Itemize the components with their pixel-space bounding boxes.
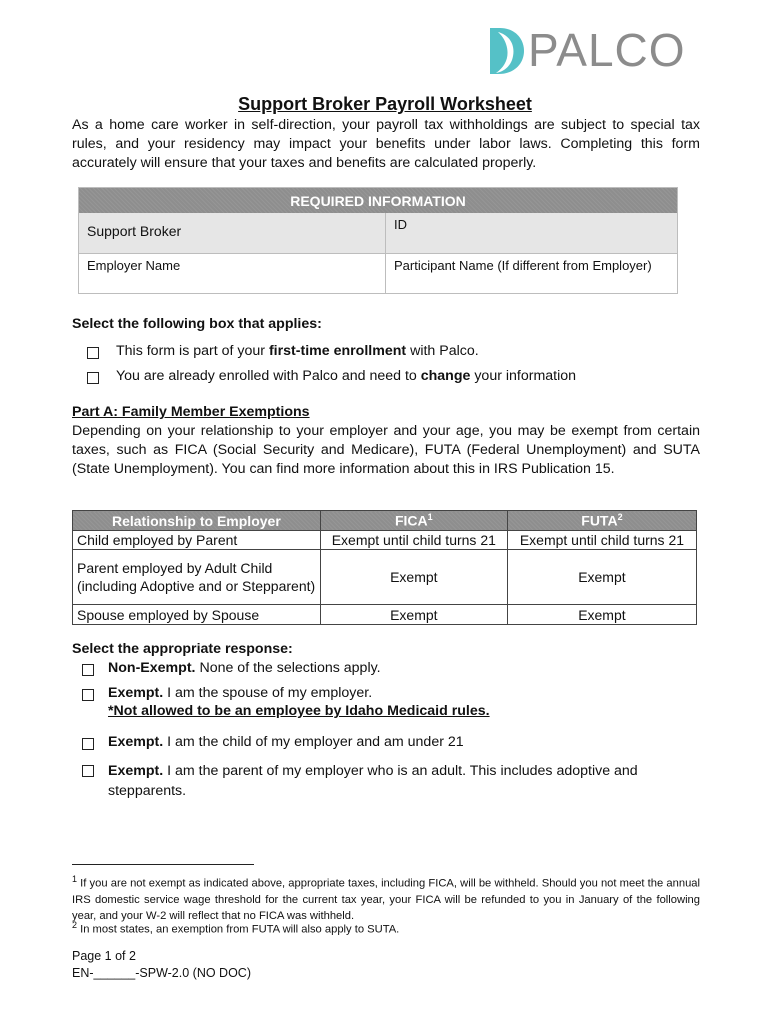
fica-cell: Exempt	[320, 550, 507, 605]
table-row	[73, 605, 697, 625]
first-time-enrollment-checkbox[interactable]	[87, 347, 99, 359]
id-label: ID	[394, 217, 407, 232]
option-text: I am the child of my employer and am under 21	[163, 734, 464, 750]
required-information-table	[78, 187, 678, 294]
relationship-cell: Spouse employed by Spouse	[73, 605, 321, 625]
option-text: You are already enrolled with Palco and need to	[116, 368, 421, 384]
column-header-futa: FUTA$^2$	[507, 511, 696, 531]
page-number: Page 1 of 2	[72, 949, 136, 963]
form-code: EN-______-SPW-2.0 (NO DOC)	[72, 966, 251, 980]
select-box-heading: Select the following box that applies:	[72, 316, 322, 332]
change-information-option[interactable]	[87, 368, 576, 384]
option-bold-text: Exempt.	[108, 685, 164, 701]
exempt-child-option[interactable]	[82, 734, 464, 750]
exempt-parent-option[interactable]	[82, 761, 662, 801]
futa-cell: Exempt until child turns 21	[507, 531, 696, 550]
option-bold-text: first-time enrollment	[268, 343, 407, 359]
option-text: This form is part of your	[116, 343, 269, 359]
column-header-relationship: Relationship to Employer	[73, 511, 321, 531]
footnote-marker: 1	[72, 874, 78, 884]
exempt-spouse-checkbox[interactable]	[82, 689, 94, 701]
footnote-marker: 2	[72, 920, 78, 930]
fica-cell: Exempt	[320, 605, 507, 625]
footnote-2	[72, 917, 700, 938]
footnote-text: If you are not exempt as indicated above, appropriate taxes, including FICA, will be withheld. Should you not meet the annual IRS domestic service wage threshold for the current tax year, your FICA will be refunded to you in January of the following year, and your W-2 will reflect that no FICA was withheld.	[72, 877, 700, 922]
option-bold-text: Exempt.	[108, 734, 164, 750]
option-text: I am the parent of my employer who is an adult. This includes adoptive and stepparents.	[108, 763, 638, 799]
participant-name-field[interactable]	[386, 253, 677, 293]
employer-name-field[interactable]	[79, 253, 386, 293]
fica-cell: Exempt until child turns 21	[320, 531, 507, 550]
non-exempt-option[interactable]	[82, 660, 381, 676]
part-a-text: Depending on your relationship to your employer and your age, you may be exempt from certain taxes, such as FICA (Social Security and Medicare), FUTA (Federal Unemployment) and SUTA (State Unemployment). You can find more information about this in IRS Publication 15.	[72, 423, 700, 477]
footnote-1	[72, 871, 700, 924]
exempt-child-checkbox[interactable]	[82, 738, 94, 750]
option-text: None of the selections apply.	[195, 660, 381, 676]
exemption-table	[72, 510, 697, 625]
relationship-cell: Child employed by Parent	[73, 531, 321, 550]
employer-name-label: Employer Name	[87, 258, 181, 273]
footnote-divider	[72, 864, 254, 865]
idaho-medicaid-note: *Not allowed to be an employee by Idaho Medicaid rules.	[108, 703, 490, 719]
exempt-parent-checkbox[interactable]	[82, 765, 94, 777]
page-title: Support Broker Payroll Worksheet	[238, 94, 532, 114]
futa-cell: Exempt	[507, 550, 696, 605]
relationship-cell: Parent employed by Adult Child (including Adoptive and or Stepparent)	[73, 550, 321, 605]
palco-logo-mark-icon	[486, 26, 526, 78]
footnote-text: In most states, an exemption from FUTA will also apply to SUTA.	[77, 923, 400, 936]
part-a-heading: Part A: Family Member Exemptions	[72, 404, 310, 420]
support-broker-field[interactable]	[79, 213, 386, 253]
required-information-header: REQUIRED INFORMATION	[79, 188, 677, 213]
option-bold-text: change	[420, 368, 471, 384]
option-text: your information	[470, 368, 577, 384]
participant-name-label: Participant Name (If different from Employer)	[394, 258, 652, 273]
change-information-checkbox[interactable]	[87, 372, 99, 384]
column-header-fica: FICA$^1$	[320, 511, 507, 531]
option-text: I am the spouse of my employer.	[163, 685, 373, 701]
option-bold-text: Non-Exempt.	[108, 660, 196, 676]
id-field[interactable]	[386, 213, 677, 253]
palco-logo	[486, 26, 698, 78]
non-exempt-checkbox[interactable]	[82, 664, 94, 676]
table-row	[73, 550, 697, 605]
palco-logo-text: PALCO	[528, 24, 686, 76]
intro-paragraph: As a home care worker in self-direction, your payroll tax withholdings are subject to special tax rules, and your residency may impact your benefits under labor laws. Completing this form accurately will ensure that your taxes and benefits are calculated properly.	[72, 117, 700, 171]
option-text: with Palco.	[406, 343, 479, 359]
option-bold-text: Exempt.	[108, 763, 164, 779]
futa-cell: Exempt	[507, 605, 696, 625]
first-time-enrollment-option[interactable]	[87, 343, 479, 359]
response-heading: Select the appropriate response:	[72, 641, 293, 657]
exempt-spouse-option[interactable]	[82, 685, 372, 701]
table-row	[73, 531, 697, 550]
support-broker-label: Support Broker	[87, 223, 182, 239]
